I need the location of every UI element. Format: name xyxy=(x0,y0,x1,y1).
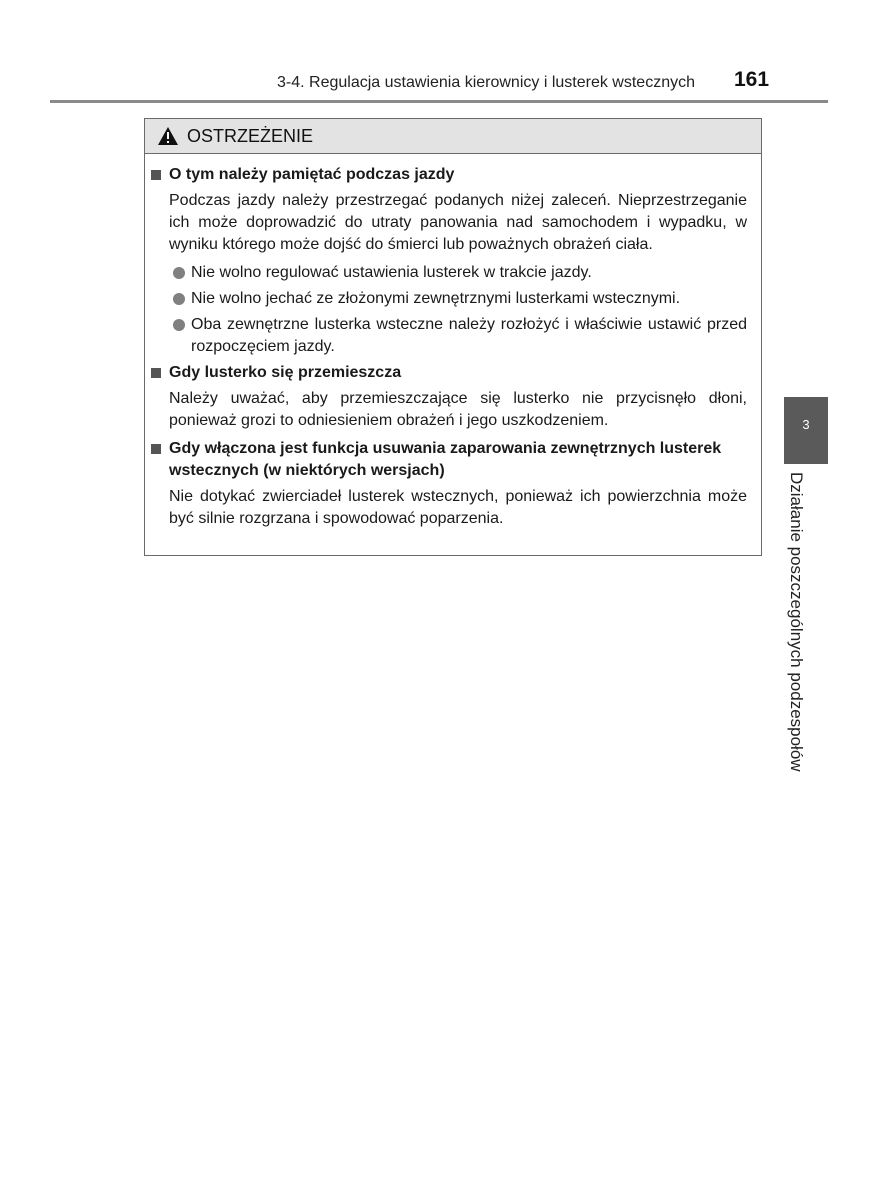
warning-box xyxy=(144,118,762,556)
section-header-title: 3-4. Regulacja ustawienia kierownicy i lusterek wstecznych xyxy=(277,74,695,91)
list-item xyxy=(151,288,747,310)
circle-bullet-icon xyxy=(173,293,185,305)
circle-bullet-icon xyxy=(173,267,185,279)
list-item-text: Nie wolno jechać ze złożonymi zewnętrznymi lusterkami wstecznymi. xyxy=(191,290,681,307)
warning-body xyxy=(145,154,761,530)
section-heading xyxy=(151,438,747,482)
list-item xyxy=(151,262,747,284)
square-bullet-icon xyxy=(151,444,161,454)
section-heading-text: O tym należy pamiętać podczas jazdy xyxy=(169,166,455,183)
square-bullet-icon xyxy=(151,368,161,378)
square-bullet-icon xyxy=(151,170,161,180)
warning-header xyxy=(145,119,761,154)
warning-triangle-icon xyxy=(157,126,179,146)
section-heading xyxy=(151,362,747,384)
section-heading xyxy=(151,164,747,186)
warning-title: OSTRZEŻENIE xyxy=(187,125,314,146)
chapter-title: Działanie poszczególnych podzespołów xyxy=(787,472,806,772)
section-heading-text: Gdy włączona jest funkcja usuwania zaparowania zewnętrznych lusterek wstecznych (w niektórych wersjach) xyxy=(169,440,722,479)
section-heading-text: Gdy lusterko się przemieszcza xyxy=(169,364,402,381)
chapter-number: 3 xyxy=(802,417,810,432)
chapter-tab xyxy=(784,397,828,464)
page-number: 161 xyxy=(734,68,770,91)
list-item xyxy=(151,314,747,358)
circle-bullet-icon xyxy=(173,319,185,331)
section-paragraph: Należy uważać, aby przemieszczające się lusterko nie przycisnęło dłoni, ponieważ grozi to odniesieniem obrażeń i jego uszkodzeniem. xyxy=(169,390,747,429)
section-paragraph: Podczas jazdy należy przestrzegać podanych niżej zaleceń. Nieprzestrzeganie ich może doprowadzić do utraty panowania nad samochodem i wypadku, w wyniku którego może dojść do śmierci lub poważnych obrażeń ciała. xyxy=(169,192,747,253)
list-item-text: Nie wolno regulować ustawienia lusterek w trakcie jazdy. xyxy=(191,264,592,281)
list-item-text: Oba zewnętrzne lusterka wsteczne należy rozłożyć i właściwie ustawić przed rozpoczęciem jazdy. xyxy=(191,316,747,355)
header-divider xyxy=(50,100,828,103)
section-paragraph: Nie dotykać zwierciadeł lusterek wstecznych, ponieważ ich powierzchnia może być silnie rozgrzana i spowodować poparzenia. xyxy=(169,488,747,527)
